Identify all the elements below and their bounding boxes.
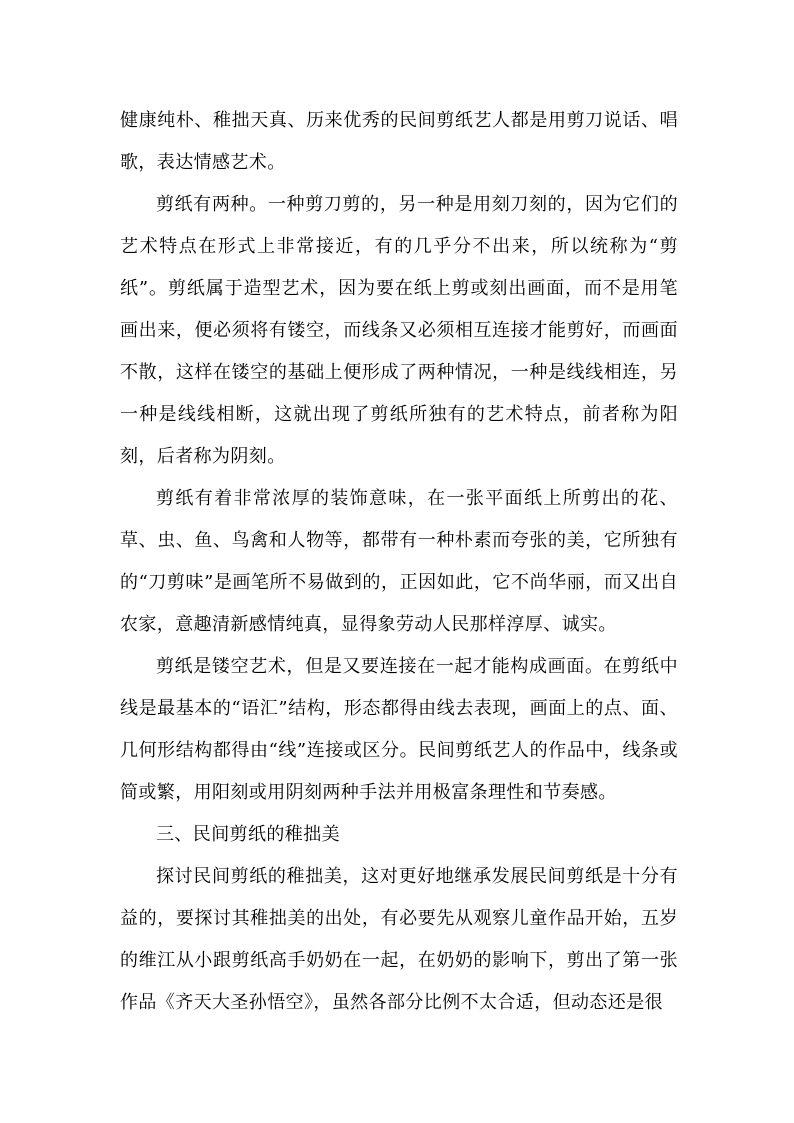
paragraph-3: 剪纸有着非常浓厚的装饰意味，在一张平面纸上所剪出的花、草、虫、鱼、鸟禽和人物等，都带有一种朴素而夸张的美，它所独有的“刀剪味”是画笔所不易做到的，正因如此，它不尚华丽，而又出自农家，意趣清新感情纯真，显得象劳动人民那样淳厚、诚实。 [120,488,678,635]
paragraph-4: 剪纸是镂空艺术，但是又要连接在一起才能构成画面。在剪纸中线是最基本的“语汇”结构，形态都得由线去表现，画面上的点、面、几何形结构都得由“线”连接或区分。民间剪纸艺人的作品中，线条或简或繁，用阳刻或用阴刻两种手法并用极富条理性和节奏感。 [120,656,678,803]
section-heading: 三、民间剪纸的稚拙美 [156,824,340,845]
document-body [120,100,678,1024]
paragraph-1: 健康纯朴、稚拙天真、历来优秀的民间剪纸艺人都是用剪刀说话、唱歌，表达情感艺术。 [120,110,678,173]
paragraph-5: 探讨民间剪纸的稚拙美，这对更好地继承发展民间剪纸是十分有益的，要探讨其稚拙美的出处，有必要先从观察儿童作品开始，五岁的维江从小跟剪纸高手奶奶在一起，在奶奶的影响下，剪出了第一张作品《齐天大圣孙悟空》，虽然各部分比例不太合适，但动态还是很 [120,866,678,1013]
paragraph-2: 剪纸有两种。一种剪刀剪的，另一种是用刻刀刻的，因为它们的艺术特点在形式上非常接近，有的几乎分不出来，所以统称为“剪纸”。剪纸属于造型艺术，因为要在纸上剪或刻出画面，而不是用笔画出来，便必须将有镂空，而线条又必须相互连接才能剪好，而画面不散，这样在镂空的基础上便形成了两种情况，一种是线线相连，另一种是线线相断，这就出现了剪纸所独有的艺术特点，前者称为阳刻，后者称为阴刻。 [120,194,678,467]
